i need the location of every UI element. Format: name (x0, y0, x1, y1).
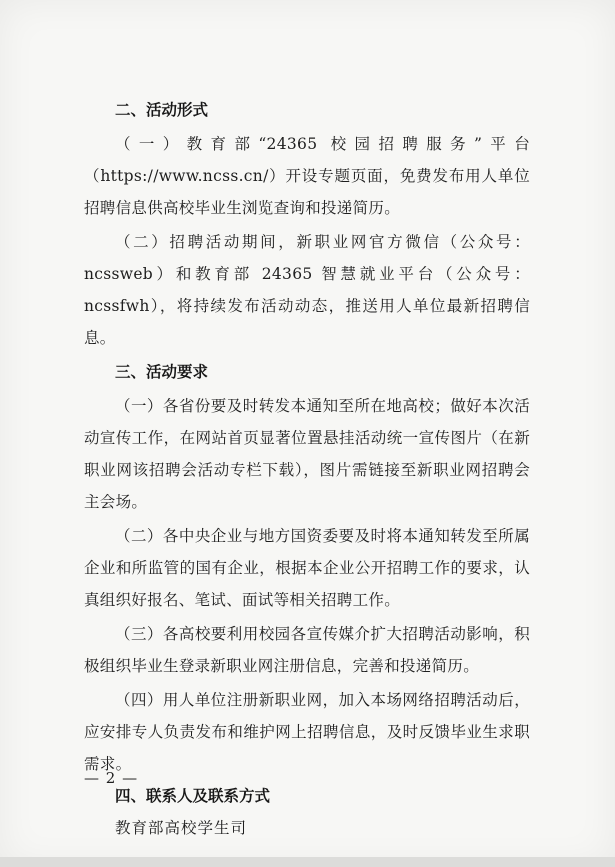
section-heading-contacts: 四、联系人及联系方式 (115, 787, 271, 805)
paragraph-central-enterprises: （二）各中央企业与地方国资委要及时将本通知转发至所属企业和所监管的国有企业，根据本企业公开招聘工作的要求，认真组织好报名、笔试、面试等相关招聘工作。 (84, 527, 530, 609)
paragraph-provinces: （一）各省份要及时转发本通知至所在地高校；做好本次活动宣传工作，在网站首页显著位置悬挂活动统一宣传图片（在新职业网该招聘会活动专栏下载），图片需链接至新职业网招聘会主会场。 (84, 397, 530, 511)
paragraph-platform: （一）教育部“24365 校园招聘服务”平台（https://www.ncss.cn/）开设专题页面，免费发布用人单位招聘信息供高校毕业生浏览查询和投递简历。 (84, 135, 530, 217)
document-body (84, 92, 530, 844)
contact-organization: 教育部高校学生司 (115, 819, 248, 837)
section-heading-activity-requirements: 三、活动要求 (115, 363, 209, 381)
paragraph-wechat: （二）招聘活动期间，新职业网官方微信（公众号：ncssweb）和教育部 24365 智慧就业平台（公众号：ncssfwh），将持续发布活动动态，推送用人单位最新招聘信息。 (84, 233, 530, 347)
page-number: — 2 — (84, 769, 139, 787)
paragraph-employers: （四）用人单位注册新职业网，加入本场网络招聘活动后，应安排专人负责发布和维护网上招聘信息，及时反馈毕业生求职需求。 (84, 691, 530, 773)
paragraph-universities: （三）各高校要利用校园各宣传媒介扩大招聘活动影响，积极组织毕业生登录新职业网注册信息，完善和投递简历。 (84, 625, 530, 675)
section-heading-activity-format: 二、活动形式 (115, 101, 209, 119)
